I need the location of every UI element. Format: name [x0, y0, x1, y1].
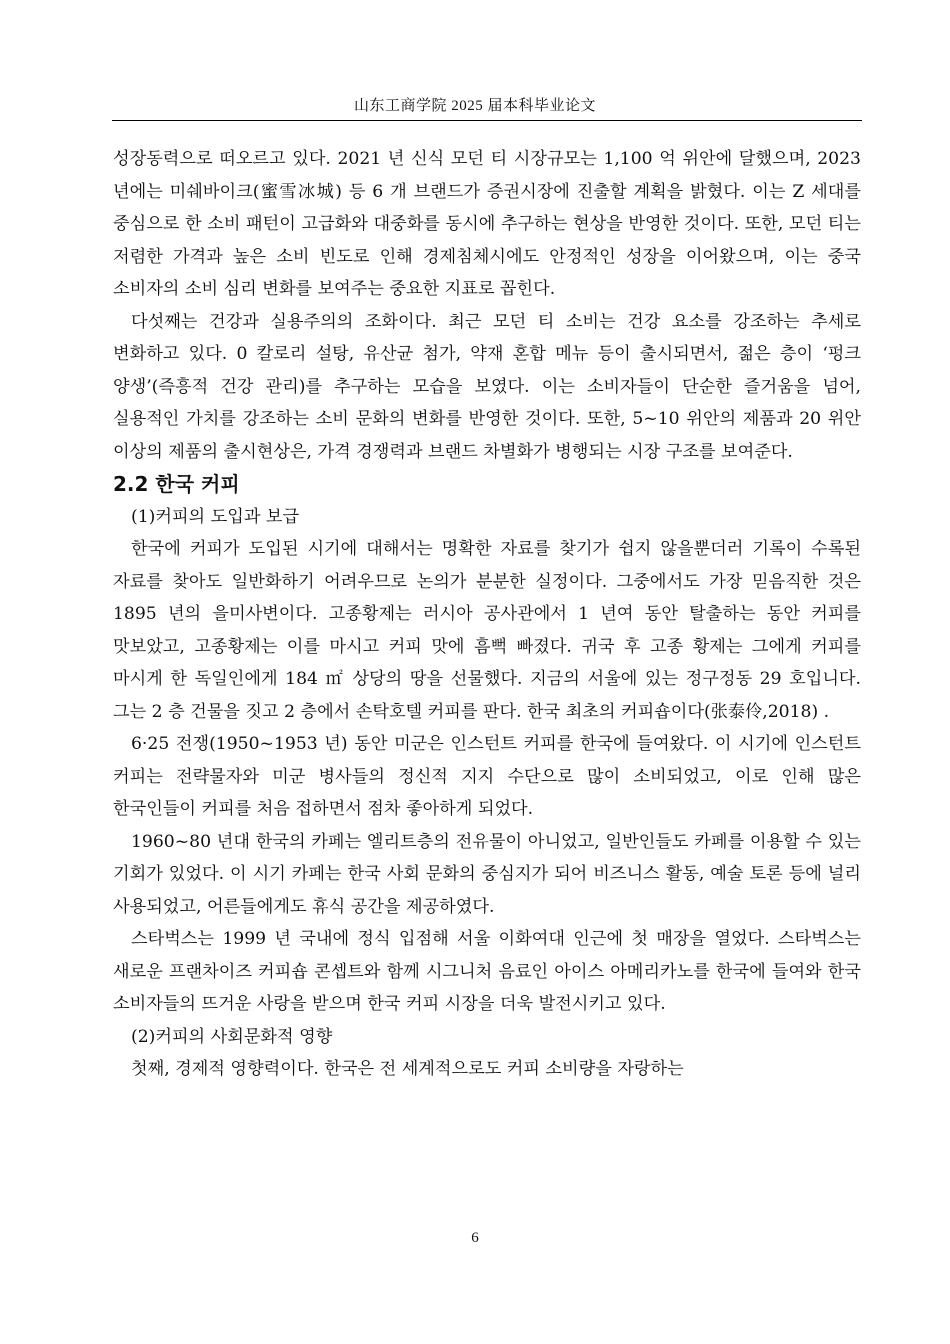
running-header: 山东工商学院 2025 届本科毕业论文 — [353, 98, 596, 114]
paragraph-4: 6·25 전쟁(1950~1953 년) 동안 미군은 인스턴트 커피를 한국에 들여왔다. 이 시기에 인스턴트 커피는 전략물자와 미군 병사들의 정신적 지지 수단으로 많이 소비되었고, 이로 인해 많은 한국인들이 커피를 처음 접하면서 점차 좋아하게 되었다. — [113, 734, 861, 819]
paragraph-1: 성장동력으로 떠오르고 있다. 2021 년 신식 모던 티 시장규모는 1,100 억 위안에 달했으며, 2023 년에는 미쉐바이크(蜜雪冰城) 등 6 개 브랜드가 증권시장에 진출할 계획을 밝혔다. 이는 Z 세대를 중심으로 한 소비 패턴이 고급화와 대중화를 동시에 추구하는 현상을 반영한 것이다. 또한, 모던 티는 저렴한 가격과 높은 소비 빈도로 인해 경제침체시에도 안정적인 성장을 이어왔으며, 이는 중국 소비자의 소비 심리 변화를 보여주는 중요한 지표로 꼽힌다. — [113, 149, 861, 299]
header-rule — [112, 120, 862, 121]
body-text — [113, 143, 861, 1086]
paragraph-3: 한국에 커피가 도입된 시기에 대해서는 명확한 자료를 찾기가 쉽지 않을뿐더러 기록이 수록된 자료를 찾아도 일반화하기 어려우므로 논의가 분분한 실정이다. 그중에서도 가장 믿음직한 것은 1895 년의 을미사변이다. 고종황제는 러시아 공사관에서 1 년여 동안 탈출하는 동안 커피를 맛보았고, 고종황제는 이를 마시고 커피 맛에 흠뻑 빠졌다. 귀국 후 고종 황제는 그에게 커피를 마시게 한 독일인에게 184 ㎡ 상당의 땅을 선물했다. 지금의 서울에 있는 정구정동 29 호입니다. 그는 2 층 건물을 짓고 2 층에서 손탁호텔 커피를 판다. 한국 최초의 커피숍이다(张泰伶,2018) . — [113, 539, 861, 722]
paragraph-5: 1960~80 년대 한국의 카페는 엘리트층의 전유물이 아니었고, 일반인들도 카페를 이용할 수 있는 기회가 있었다. 이 시기 카페는 한국 사회 문화의 중심지가 되어 비즈니스 활동, 예술 토론 등에 널리 사용되었고, 어른들에게도 휴식 공간을 제공하였다. — [113, 831, 861, 917]
paragraph-2: 다섯째는 건강과 실용주의의 조화이다. 최근 모던 티 소비는 건강 요소를 강조하는 추세로 변화하고 있다. 0 칼로리 설탕, 유산균 첨가, 약재 혼합 메뉴 등이 출시되면서, 젊은 층이 ‘펑크 양생’(즉흥적 건강 관리)를 추구하는 모습을 보였다. 이는 소비자들이 단순한 즐거움을 넘어, 실용적인 가치를 강조하는 소비 문화의 변화를 반영한 것이다. 또한, 5~10 위안의 제품과 20 위안 이상의 제품의 출시현상은, 가격 경쟁력과 브랜드 차별화가 병행되는 시장 구조를 보여준다. — [113, 311, 861, 462]
paragraph-7: 첫째, 경제적 영향력이다. 한국은 전 세계적으로도 커피 소비량을 자랑하는 — [131, 1059, 684, 1079]
subheading-2: (2)커피의 사회문화적 영향 — [131, 1026, 333, 1047]
paragraph-6: 스타벅스는 1999 년 국내에 정식 입점해 서울 이화여대 인근에 첫 매장을 열었다. 스타벅스는 새로운 프랜차이즈 커피숍 콘셉트와 함께 시그니처 음료인 아이스 아메리카노를 한국에 들여와 한국 소비자들의 뜨거운 사랑을 받으며 한국 커피 시장을 더욱 발전시키고 있다. — [113, 929, 861, 1014]
subheading-1: (1)커피의 도입과 보급 — [131, 506, 300, 527]
section-heading: 2.2 한국 커피 — [113, 472, 240, 496]
page-number: 6 — [471, 1230, 479, 1246]
